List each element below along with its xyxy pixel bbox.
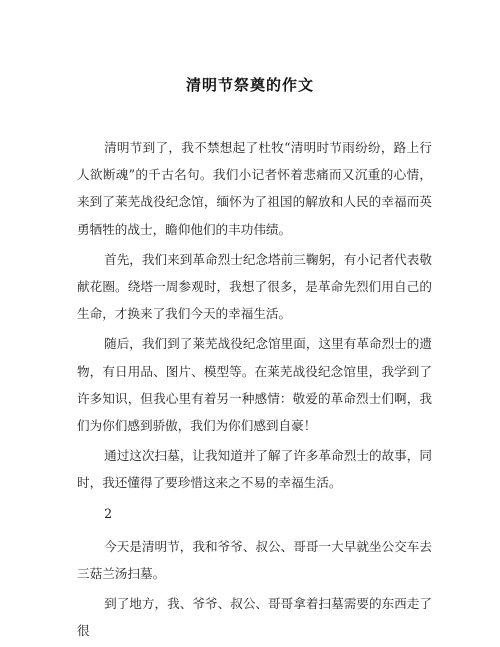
paragraph-3: 随后，我们到了莱芜战役纪念馆里面，这里有革命烈士的遗物，有日用品、图片、模型等。在莱芜战役纪念馆里，我学到了许多知识，但我心里有着另一种感情：敬爱的革命烈士们啊，我们为你们感到骄傲，我们为你们感到自豪！ [77,336,432,434]
paragraph-1: 清明节到了，我不禁想起了杜牧“清明时节雨纷纷，路上行人欲断魂”的千古名句。我们小记者怀着悲痛而又沉重的心情，来到了莱芜战役纪念馆，缅怀为了祖国的解放和人民的幸福而英勇牺牲的战士，瞻仰他们的丰功伟绩。 [77,140,432,237]
paragraph-5: 今天是清明节，我和爷爷、叔公、哥哥一大早就坐公交车去三菇兰汤扫墓。 [77,538,432,581]
section-number: 2 [104,505,113,521]
paragraph-6: 到了地方，我、爷爷、叔公、哥哥拿着扫墓需要的东西走了很 [77,596,432,639]
paragraph-4: 通过这次扫墓，让我知道并了解了许多革命烈士的故事，同时，我还懂得了要珍惜这来之不易的幸福生活。 [77,448,432,491]
paragraph-2: 首先，我们来到革命烈士纪念塔前三鞠躬，有小记者代表敬献花圈。绕塔一周参观时，我想了很多，是革命先烈们用自己的生命，才换来了我们今天的幸福生活。 [77,251,432,322]
document-body [77,134,432,647]
document-title: 清明节祭奠的作文 [185,76,314,94]
